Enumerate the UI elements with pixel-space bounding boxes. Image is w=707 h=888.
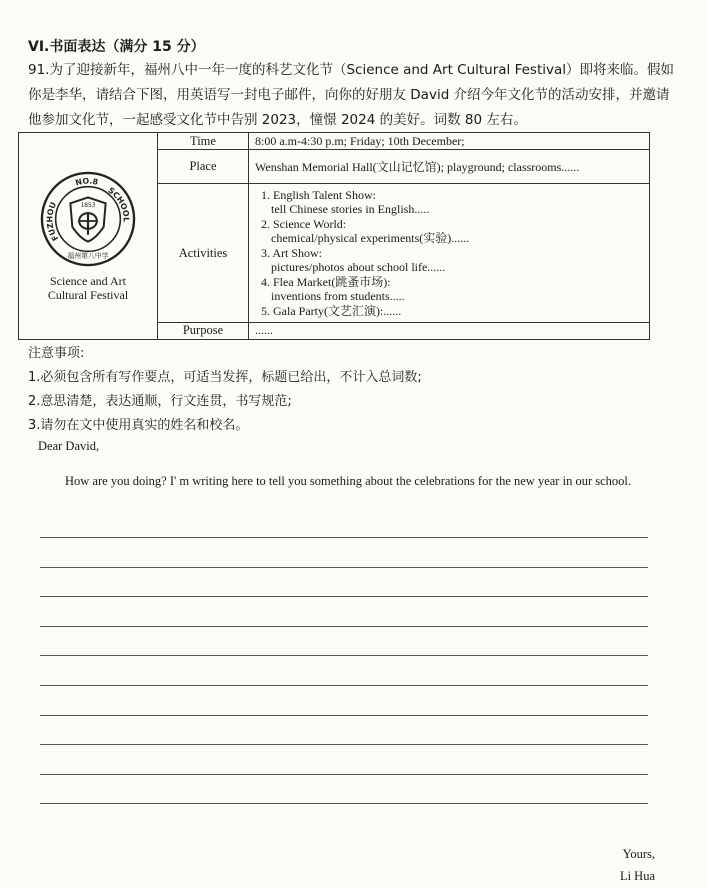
seal-chinese-name: 福州第八中学 xyxy=(67,252,109,261)
note-item: 1.必须包含所有写作要点，可适当发挥，标题已给出，不计入总词数; xyxy=(28,370,422,385)
letter-closing-block xyxy=(620,843,655,887)
place-value: Wenshan Memorial Hall(文山记忆馆); playground; classrooms...... xyxy=(249,150,650,184)
seal-ring-right: SCHOOL xyxy=(106,185,131,223)
logo-caption xyxy=(48,274,128,302)
notes-heading: 注意事项: xyxy=(28,346,85,361)
writing-prompt: 91.为了迎接新年，福州八中一年一度的科艺文化节（Science and Art Cultural Festival）即将来临。假如你是李华，请结合下图，用英语写一封电子邮件，向你的好朋友 David 介绍今年文化节的活动安排，并邀请他参加文化节，一起感受文化节中告别 2023，憧憬 2024 的美好。词数 80 左右。 xyxy=(28,62,675,128)
festival-info-table xyxy=(18,132,650,340)
logo-caption-line2: Cultural Festival xyxy=(47,288,129,302)
writing-line xyxy=(40,537,648,538)
writing-line xyxy=(40,685,648,686)
time-value: 8:00 a.m-4:30 p.m; Friday; 10th December; xyxy=(249,133,650,150)
svg-text:SCHOOL xyxy=(106,186,130,222)
purpose-label: Purpose xyxy=(158,322,249,339)
writing-line xyxy=(40,567,648,568)
writing-area[interactable] xyxy=(40,537,648,833)
writing-line xyxy=(40,774,648,775)
seal-year: 1853 xyxy=(80,203,96,210)
seal-ring-top: NO.8 xyxy=(74,176,99,188)
activities-list xyxy=(255,188,643,319)
note-item: 3.请勿在文中使用真实的姓名和校名。 xyxy=(28,418,249,433)
letter-closing: Yours, xyxy=(622,847,655,861)
logo-caption-line1: Science and Art xyxy=(50,274,126,288)
writing-line xyxy=(40,626,648,627)
svg-text:NO.8 xyxy=(74,177,98,188)
section-title: VI.书面表达（满分 15 分） xyxy=(28,39,205,55)
activity-item: 2. Science World: chemical/physical experiments(实验)...... xyxy=(261,216,470,246)
letter-signature: Li Hua xyxy=(619,869,655,883)
place-label: Place xyxy=(158,150,249,184)
activities-cell xyxy=(249,184,650,323)
activity-item: 4. Flea Market(跳蚤市场): inventions from students..... xyxy=(261,274,405,304)
writing-line xyxy=(40,715,648,716)
activity-item: 3. Art Show: pictures/photos about school life...... xyxy=(261,245,446,275)
time-label: Time xyxy=(158,133,249,150)
seal-ring-left: FUZHOU xyxy=(45,200,61,243)
writing-line xyxy=(40,744,648,745)
notes-section xyxy=(28,342,422,438)
activity-item: 1. English Talent Show: tell Chinese stories in English..... xyxy=(261,187,430,217)
note-item: 2.意思清楚，表达通顺，行文连贯，书写规范; xyxy=(28,394,292,409)
school-seal-icon xyxy=(39,170,137,268)
purpose-value: ...... xyxy=(249,322,650,339)
letter-salutation: Dear David, xyxy=(38,439,100,453)
writing-line xyxy=(40,655,648,656)
writing-line xyxy=(40,596,648,597)
activities-label: Activities xyxy=(158,184,249,323)
activity-item: 5. Gala Party(文艺汇演):...... xyxy=(261,303,402,318)
letter-opening: How are you doing? I' m writing here to tell you something about the celebrations for the new year in our school. xyxy=(65,474,631,488)
logo-cell xyxy=(19,133,158,340)
writing-line xyxy=(40,803,648,804)
